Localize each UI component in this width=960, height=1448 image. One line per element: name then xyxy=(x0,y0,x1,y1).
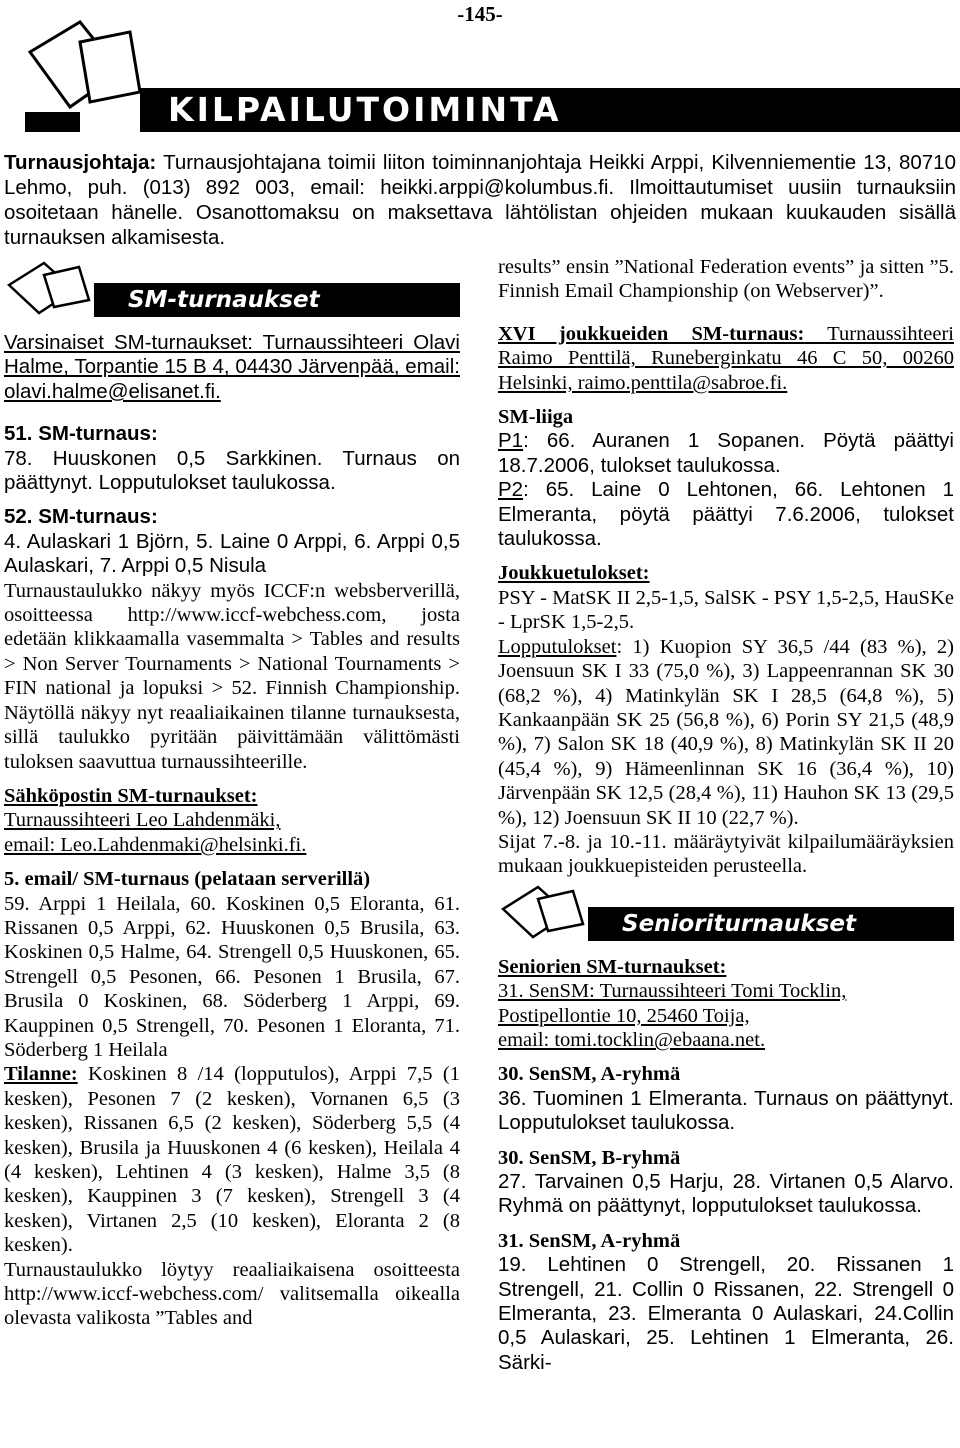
e5-title: 5. email/ SM-turnaus (pelataan serverillä) xyxy=(4,868,371,891)
banner-title: KILPAILUTOIMINTA xyxy=(140,88,960,132)
t52-title: 52. SM-turnaus: xyxy=(4,505,158,529)
seniori-line2: Postipellontie 10, 25460 Toija, xyxy=(498,1004,750,1027)
joukkue-label: Joukkuetulokset: xyxy=(498,562,650,585)
intro-label: Turnausjohtaja: xyxy=(4,151,157,174)
t52-text2: Turnaustaulukko näkyy myös ICCF:n websberverillä, osoitteessa http://www.iccf-webchess.com, josta edetään klikkaamalla vasemmalta > Tables and results > Non Server Tournaments > National Tournaments > FIN national ja lopuksi > 52. Finnish Championship. Näytöllä näkyy nyt reaaliaikainen tilanne turnauksesta, sillä taulukko pyritään päivittämään välittömästi tuloksen saavuttua turnaussihteerille. xyxy=(4,579,460,773)
xvi-text: Turnaussihteeri Raimo Penttilä, Runeberginkatu 46 C 50, 00260 Helsinki, raimo.penttila@sabroe.fi. xyxy=(498,322,954,394)
xvi-paragraph xyxy=(498,322,954,395)
seniori-line1: 31. SenSM: Turnaussihteeri Tomi Tocklin, xyxy=(498,980,847,1003)
closing-text: Turnaustaulukko löytyy reaaliaikaisena osoitteesta http://www.iccf-webchess.com/ valitsemalla oikealla olevasta valikosta ”Tables and xyxy=(4,1258,460,1330)
p2-text: : 65. Laine 0 Lehtonen, 66. Lehtonen 1 Elmeranta, pöytä päättyi 7.6.2006, tulokset taulukossa. xyxy=(498,478,954,551)
continued-text: results” ensin ”National Federation events” ja sitten ”5. Finnish Email Championship (on Webserver)”. xyxy=(498,256,954,303)
a30-text: 36. Tuominen 1 Elmeranta. Turnaus on päättynyt. Lopputulokset taulukossa. xyxy=(498,1086,954,1135)
page-number: -145- xyxy=(457,2,503,26)
e5-text: 59. Arppi 1 Heilala, 60. Koskinen 0,5 Eloranta, 61. Rissanen 0,5 Arppi, 62. Huuskonen 0,5 Brusila, 63. Koskinen 0,5 Halme, 64. Strengell 0,5 Huuskonen, 65. Strengell 0,5 Pesonen, 66. Pesonen 1 Brusila, 67. Brusila 0 Koskinen, 68. Söderberg 1 Arppi, 69. Kauppinen 0,5 Strengell, 70. Pesonen 1 Eloranta, 71. Söderberg 1 Heilala xyxy=(4,892,460,1061)
p2-label: P2 xyxy=(498,478,524,502)
section-title: Senioriturnaukset xyxy=(588,907,954,941)
sijat-text: Sijat 7.-8. ja 10.-11. määräytyivät kilpailumääräyksien mukaan joukkuepisteiden perusteella. xyxy=(498,830,954,878)
varsinaiset-text: Turnaussihteeri Olavi Halme, Torpantie 15 B 4, 04430 Järvenpää, email: olavi.halme@elisanet.fi. xyxy=(4,331,460,403)
seniori-section-header xyxy=(498,879,954,937)
b30-text: 27. Tarvainen 0,5 Harju, 28. Virtanen 0,5 Alarvo. Ryhmä on päättynyt, lopputulokset taulukossa. xyxy=(498,1170,954,1218)
intro-paragraph xyxy=(4,150,956,250)
section-title: SM-turnaukset xyxy=(94,283,460,317)
sm-section-header xyxy=(4,255,460,313)
p1-paragraph xyxy=(498,429,954,478)
right-column xyxy=(498,255,954,1375)
varsinaiset-label: Varsinaiset SM-turnaukset: xyxy=(4,331,253,354)
left-column xyxy=(4,255,460,1331)
a30-title: 30. SenSM, A-ryhmä xyxy=(498,1063,681,1086)
seniori-label: Seniorien SM-turnaukset: xyxy=(498,955,727,978)
b30-title: 30. SenSM, B-ryhmä xyxy=(498,1146,681,1169)
t51-title: 51. SM-turnaus: xyxy=(4,422,158,446)
email-line2: email: Leo.Lahdenmaki@helsinki.fi. xyxy=(4,833,307,856)
seniori-line3: email: tomi.tocklin@ebaana.net. xyxy=(498,1028,766,1051)
section-logo-icon xyxy=(10,12,160,142)
joukkue-text: PSY - MatSK II 2,5-1,5, SalSK - PSY 1,5-2,5, HauSKe - LprSK 1,5-2,5. xyxy=(498,586,954,634)
p1-text: : 66. Auranen 1 Sopanen. Pöytä päättyi 18.7.2006, tulokset taulukossa. xyxy=(498,429,954,477)
email-label: Sähköpostin SM-turnaukset: xyxy=(4,784,258,807)
a31-text: 19. Lehtinen 0 Strengell, 20. Rissanen 1 Strengell, 21. Collin 0 Rissanen, 22. Strengell 0 Elmeranta, 23. Elmeranta 0 Aulaskari, 24.Collin 0,5 Aulaskari, 25. Lehtinen 1 Elmeranta, 26. Särki- xyxy=(498,1253,954,1374)
xvi-label: XVI joukkueiden SM-turnaus: xyxy=(498,322,805,345)
t52-text: 4. Aulaskari 1 Björn, 5. Laine 0 Arppi, 6. Arppi 0,5 Aulaskari, 7. Arppi 0,5 Nisula xyxy=(4,529,460,578)
a31-title: 31. SenSM, A-ryhmä xyxy=(498,1229,681,1252)
tilanne-text: Koskinen 8 /14 (lopputulos), Arppi 7,5 (1 kesken), Pesonen 7 (2 kesken), Vornanen 6,5 (3 kesken), Rissanen 6,5 (2 kesken), Söderberg 5,5 (4 kesken), Brusila ja Huuskonen 4 (6 kesken), Heilala 4 (4 kesken), Lehtinen 4 (3 kesken), Halme 3,5 (8 kesken), Kauppinen 3 (7 kesken), Strengell 3 (4 kesken), Virtanen 2,5 (10 kesken), Eloranta 2 (8 kesken). xyxy=(4,1063,460,1257)
p2-paragraph xyxy=(498,478,954,551)
varsinaiset-paragraph xyxy=(4,331,460,404)
tilanne-label: Tilanne: xyxy=(4,1063,78,1086)
email-line1: Turnaussihteeri Leo Lahdenmäki, xyxy=(4,809,281,832)
loppu-label: Lopputulokset xyxy=(498,635,617,658)
loppu-paragraph xyxy=(498,635,954,830)
tilanne-paragraph xyxy=(4,1062,460,1257)
p1-label: P1 xyxy=(498,429,524,453)
smliiga-title: SM-liiga xyxy=(498,406,574,429)
loppu-text: : 1) Kuopion SY 36,5 /44 (83 %), 2) Joensuun SK I 33 (75,0 %), 3) Lappeenrannan SK 30 (68,2 %), 4) Matinkylän SK I 28,5 (64,8 %), 5) Kankaanpään SK 25 (56,8 %), 6) Porin SY 21,5 (48,9 %), 7) Salon SK 18 (40,9 %), 8) Matinkylän SK II 20 (45,4 %), 9) Hämeenlinnan SK 16 (36,4 %), 10) Järvenpään SK 12,5 (28,4 %), 11) Hauhon SK 13 (29,5 %), 12) Joensuun SK II 10 (22,7 %). xyxy=(498,635,954,829)
t51-text: 78. Huuskonen 0,5 Sarkkinen. Turnaus on päättynyt. Lopputulokset taulukossa. xyxy=(4,446,460,495)
intro-text: Turnausjohtajana toimii liiton toiminnanjohtaja Heikki Arppi, Kilvenniementie 13, 80710 Lehmo, puh. (013) 892 003, email: heikki.arppi@kolumbus.fi. Ilmoittautumiset uusiin turnauksiin osoitetaan hänelle. Osanottomaksu on maksettava lähtölistan ohjeiden mukaan kuukauden sisällä turnauksen alkamisesta. xyxy=(4,151,956,249)
